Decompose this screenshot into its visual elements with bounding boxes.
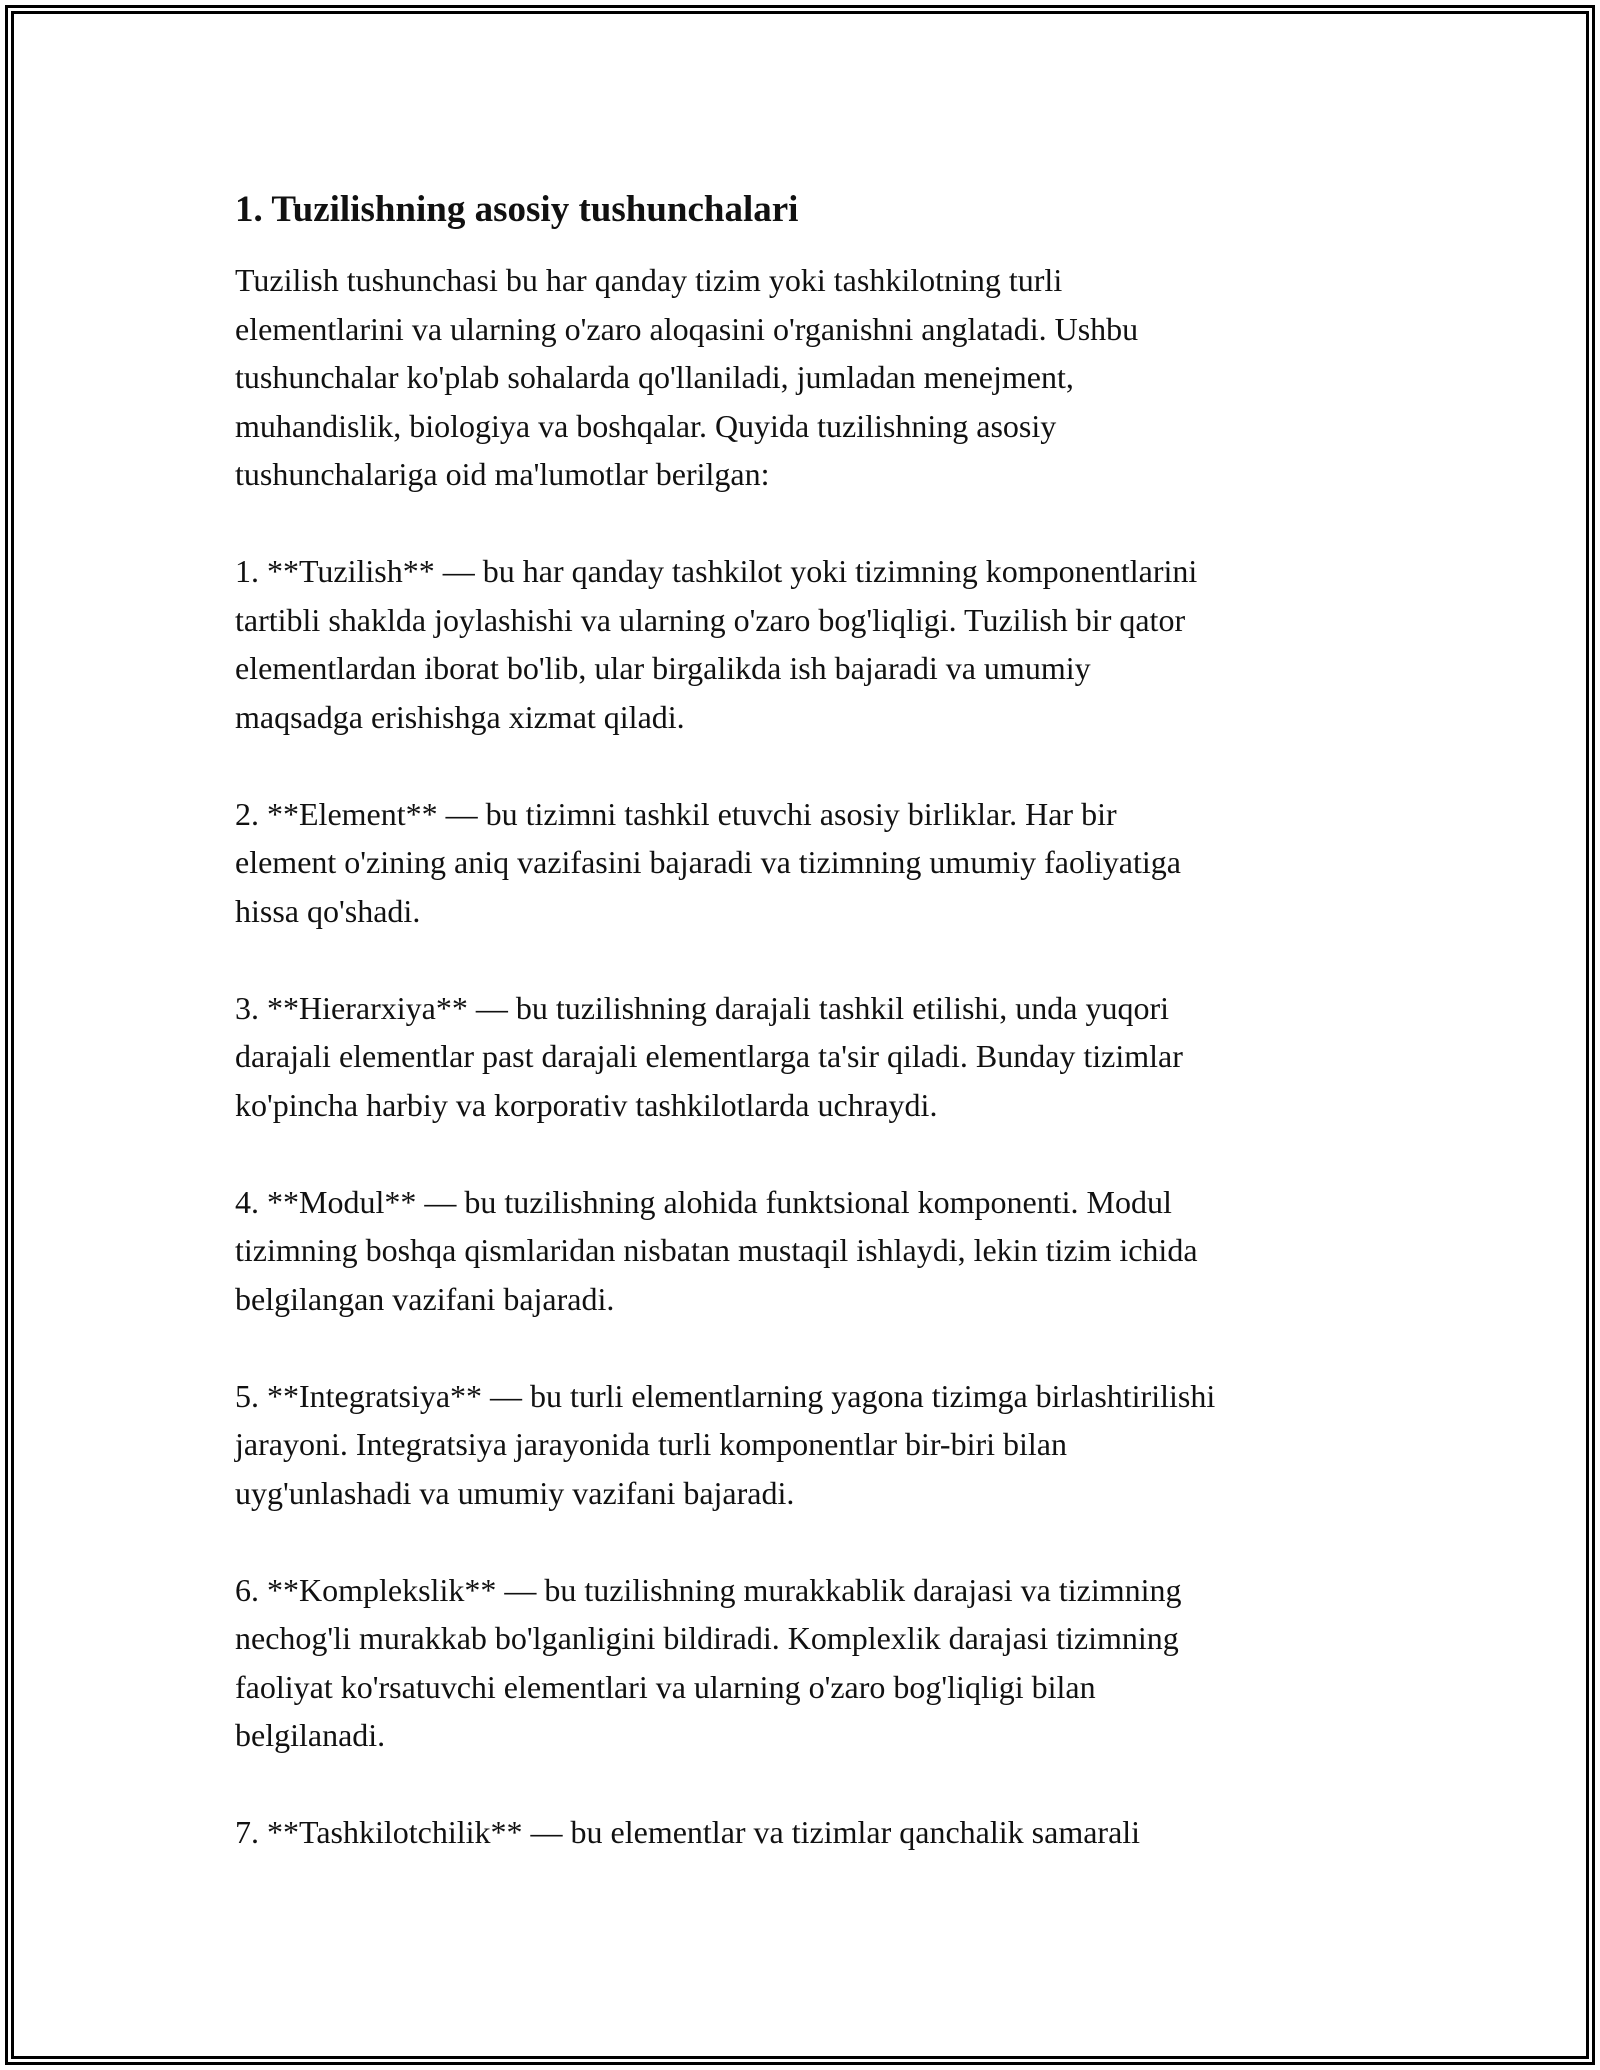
definition-komplekslik: 6. **Komplekslik** — bu tuzilishning murakkablik darajasi va tizimning nechog'li murakkab bo'lganligini bildiradi. Komplexlik darajasi tizimning faoliyat ko'rsatuvchi elementlari va ularning o'zaro bog'liqligi bilan belgilanadi.	[235, 1571, 1182, 1753]
definition-integratsiya: 5. **Integratsiya** — bu turli elementlarning yagona tizimga birlashtirilishi jarayoni. Integratsiya jarayonida turli komponentlar bir-biri bilan uyg'unlashadi va umumiy vazifani bajaradi.	[235, 1377, 1216, 1511]
definition-tuzilish: 1. **Tuzilish** — bu har qanday tashkilot yoki tizimning komponentlarini tartibli shaklda joylashishi va ularning o'zaro bog'liqligi. Tuzilish bir qator elementlardan iborat bo'lib, ular birgalikda ish bajaradi va umumiy maqsadga erishishga xizmat qiladi.	[235, 553, 1198, 735]
intro-paragraph: Tuzilish tushunchasi bu har qanday tizim yoki tashkilotning turli elementlarini va ularning o'zaro aloqasini o'rganishni anglatadi. Ushbu tushunchalar ko'plab sohalarda qo'llaniladi, jumladan menejment, muhandislik, biologiya va boshqalar. Quyida tuzilishning asosiy tushunchalariga oid ma'lumotlar berilgan:	[235, 262, 1139, 492]
document-body	[235, 186, 1375, 1905]
definition-modul: 4. **Modul** — bu tuzilishning alohida funktsional komponenti. Modul tizimning boshqa qismlaridan nisbatan mustaqil ishlaydi, lekin tizim ichida belgilangan vazifani bajaradi.	[235, 1183, 1198, 1317]
definition-tashkilotchilik: 7. **Tashkilotchilik** — bu elementlar va tizimlar qanchalik samarali	[235, 1814, 1141, 1850]
definition-element: 2. **Element** — bu tizimni tashkil etuvchi asosiy birliklar. Har bir element o'zining aniq vazifasini bajaradi va tizimning umumiy faoliyatiga hissa qo'shadi.	[235, 795, 1181, 929]
definition-hierarxiya: 3. **Hierarxiya** — bu tuzilishning darajali tashkil etilishi, unda yuqori darajali elementlar past darajali elementlarga ta'sir qiladi. Bunday tizimlar ko'pincha harbiy va korporativ tashkilotlarda uchraydi.	[235, 989, 1183, 1123]
section-title: 1. Tuzilishning asosiy tushunchalari	[235, 189, 799, 230]
